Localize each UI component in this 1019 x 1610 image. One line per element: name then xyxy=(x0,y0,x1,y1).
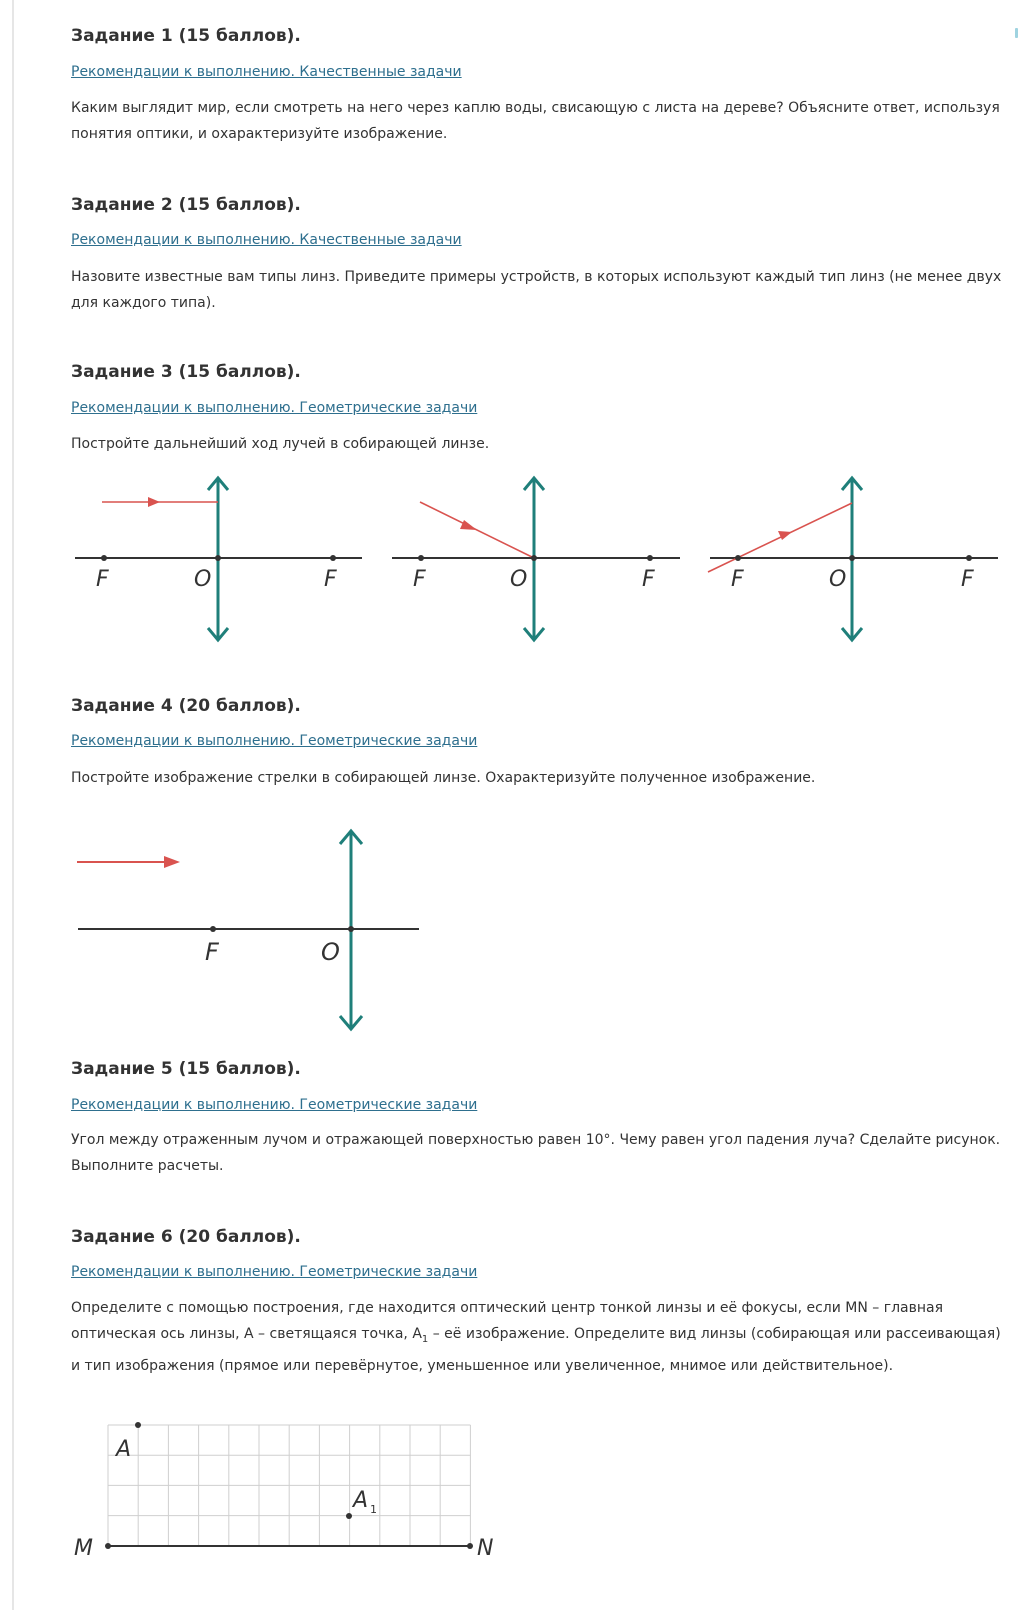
focus-point xyxy=(735,555,741,561)
ray-arrow-icon xyxy=(778,531,792,540)
focus-label: F xyxy=(324,567,337,592)
focus-point xyxy=(210,926,216,932)
task-4-text: Постройте изображение стрелки в собирающей линзе. Охарактеризуйте полученное изображение. xyxy=(71,770,816,786)
ray-arrow-icon xyxy=(460,520,477,530)
task-1-text: Каким выглядит мир, если смотреть на него через каплю воды, свисающую с листа на дереве? Объясните ответ, используя понятия оптики, и охарактеризуйте изображение. xyxy=(71,100,1000,142)
center-label: O xyxy=(829,567,847,592)
task-5-text: Угол между отраженным лучом и отражающей поверхностью равен 10°. Чему равен угол падения луча? Сделайте рисунок. Выполните расчеты. xyxy=(71,1132,1001,1174)
focus-point xyxy=(101,555,107,561)
page-left-border xyxy=(12,0,14,1610)
object-arrow-head-icon xyxy=(164,856,180,868)
label-a1-subscript: 1 xyxy=(370,1503,377,1516)
task-2-text: Назовите известные вам типы линз. Приведите примеры устройств, в которых используют каждый тип линз (не менее двух для каждого типа). xyxy=(71,269,1002,311)
task-6-text xyxy=(71,1295,1006,1379)
lens-diagram-2 xyxy=(392,478,680,640)
task-3-text: Постройте дальнейший ход лучей в собирающей линзе. xyxy=(71,436,490,452)
focus-point xyxy=(647,555,653,561)
task-6-grid-diagram xyxy=(0,1405,520,1580)
point-a1 xyxy=(346,1513,352,1519)
task-2-link[interactable]: Рекомендации к выполнению. Качественные задачи xyxy=(71,232,462,248)
ray-arrow-icon xyxy=(148,497,160,507)
incident-ray xyxy=(708,503,852,572)
lens-diagram-1 xyxy=(75,478,362,640)
center-label: O xyxy=(321,938,340,966)
focus-point xyxy=(966,555,972,561)
task-2-title: Задание 2 (15 баллов). xyxy=(71,195,301,215)
task-4-lens-diagram xyxy=(0,820,460,1040)
center-point xyxy=(215,555,221,561)
task-3-lens-diagrams xyxy=(0,470,1019,660)
grid xyxy=(108,1425,470,1546)
task-6-text-part: Определите с помощью построения, где находится оптический центр тонкой линзы и её фокусы, если MN – главная оптическая ось линзы, A – светящаяся точка, A xyxy=(71,1300,944,1342)
label-m: M xyxy=(74,1536,93,1561)
task-4-link[interactable]: Рекомендации к выполнению. Геометрические задачи xyxy=(71,733,478,749)
label-a1: A xyxy=(353,1488,369,1513)
point-m xyxy=(105,1543,111,1549)
focus-label: F xyxy=(961,567,974,592)
scroll-indicator xyxy=(1015,28,1018,38)
center-point xyxy=(849,555,855,561)
task-5-title: Задание 5 (15 баллов). xyxy=(71,1059,301,1079)
task-1-link[interactable]: Рекомендации к выполнению. Качественные задачи xyxy=(71,64,462,80)
center-point xyxy=(531,555,537,561)
center-label: O xyxy=(510,567,528,592)
task-6-link[interactable]: Рекомендации к выполнению. Геометрические задачи xyxy=(71,1264,478,1280)
task-6-title: Задание 6 (20 баллов). xyxy=(71,1227,301,1247)
task-1-title: Задание 1 (15 баллов). xyxy=(71,26,301,46)
focus-label: F xyxy=(642,567,655,592)
label-a: A xyxy=(116,1437,132,1462)
focus-label: F xyxy=(731,567,744,592)
center-point xyxy=(348,926,354,932)
task-6-text-part: – её изображение. Определите вид линзы (собирающая или рассеивающая) и тип изображения (прямое или перевёрнутое, уменьшенное или увеличенное, мнимое или действительное). xyxy=(71,1326,1001,1374)
task-4-title: Задание 4 (20 баллов). xyxy=(71,696,301,716)
focus-point xyxy=(418,555,424,561)
task-3-title: Задание 3 (15 баллов). xyxy=(71,362,301,382)
point-n xyxy=(467,1543,473,1549)
label-n: N xyxy=(477,1536,494,1561)
focus-label: F xyxy=(96,567,109,592)
task-5-link[interactable]: Рекомендации к выполнению. Геометрические задачи xyxy=(71,1097,478,1113)
task-3-link[interactable]: Рекомендации к выполнению. Геометрические задачи xyxy=(71,400,478,416)
task-6-text-sub: 1 xyxy=(421,1333,429,1345)
focus-label: F xyxy=(413,567,426,592)
center-label: O xyxy=(194,567,212,592)
focus-label: F xyxy=(205,938,219,966)
lens-diagram-3 xyxy=(708,478,998,640)
focus-point xyxy=(330,555,336,561)
point-a xyxy=(135,1422,141,1428)
